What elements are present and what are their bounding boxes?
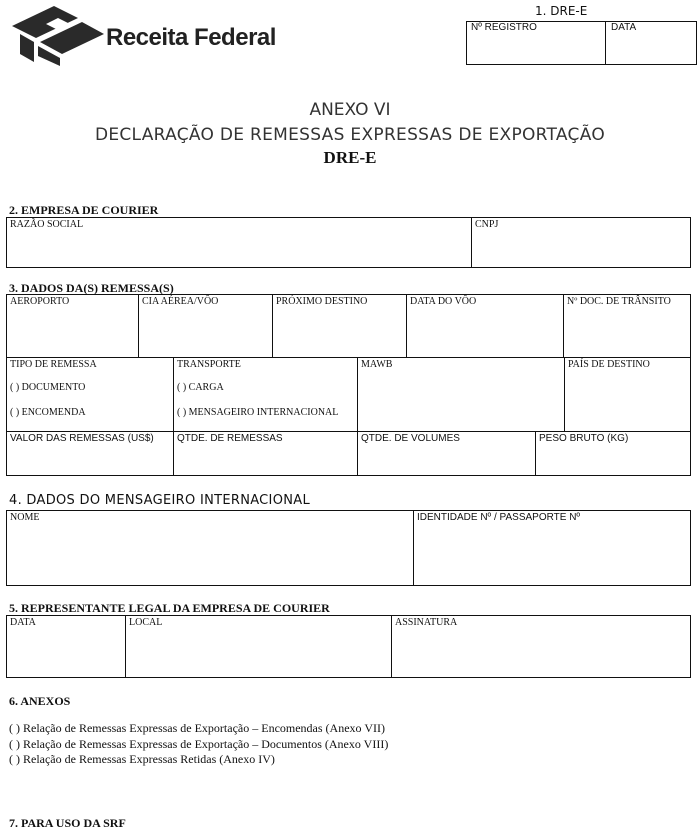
razao-social-label: RAZÃO SOCIAL [10,219,84,230]
valor-remessas-field[interactable] [7,431,173,475]
section-3-heading: 3. DADOS DA(S) REMESSA(S) [9,281,174,295]
cnpj-field[interactable] [472,218,690,267]
section-4-heading: 4. DADOS DO MENSAGEIRO INTERNACIONAL [9,493,310,508]
peso-bruto-label: PESO BRUTO (KG) [539,433,629,444]
qtde-volumes-field[interactable] [357,431,535,475]
anexo-item-documentos[interactable]: ( ) Relação de Remessas Expressas de Exportação – Documentos (Anexo VIII) [9,737,389,751]
mawb-field[interactable] [357,357,564,431]
anexo-item-retidas[interactable]: ( ) Relação de Remessas Expressas Retidas (Anexo IV) [9,752,275,766]
data-voo-field[interactable] [407,295,564,357]
title-dre-e: DRE-E [323,148,377,167]
rep-assinatura-label: ASSINATURA [395,617,458,628]
nome-field[interactable] [7,511,414,585]
section-4-box [6,510,691,586]
rep-local-label: LOCAL [129,617,163,628]
qtde-volumes-label: QTDE. DE VOLUMES [361,433,460,444]
section-7-heading: 7. PARA USO DA SRF [9,816,126,830]
option-carga[interactable]: ( ) CARGA [177,382,224,393]
qtde-remessas-label: QTDE. DE REMESSAS [177,433,283,444]
option-documento[interactable]: ( ) DOCUMENTO [10,382,86,393]
registro-field[interactable] [467,21,606,65]
rep-data-label: DATA [10,617,36,628]
peso-bruto-field[interactable] [535,431,690,475]
doc-transito-label: Nº DOC. DE TRÂNSITO [567,296,671,307]
section-6-heading: 6. ANEXOS [9,694,71,708]
valor-remessas-label: VALOR DAS REMESSAS (US$) [10,433,154,444]
option-encomenda[interactable]: ( ) ENCOMENDA [10,407,86,418]
section-2-box [6,217,691,268]
doc-transito-field[interactable] [564,295,690,357]
rep-data-field[interactable] [7,616,126,677]
pais-destino-field[interactable] [564,357,690,431]
cia-aerea-field[interactable] [139,295,273,357]
title-declaracao: DECLARAÇÃO DE REMESSAS EXPRESSAS DE EXPORTAÇÃO [94,125,606,145]
tipo-remessa-field [7,357,173,431]
pais-destino-label: PAÍS DE DESTINO [568,359,650,370]
title-anexo: ANEXO VI [309,100,391,120]
transporte-label: TRANSPORTE [177,359,241,370]
razao-social-field[interactable] [7,218,472,267]
identidade-label: IDENTIDADE Nº / PASSAPORTE Nº [417,512,581,523]
data-label: DATA [611,22,637,33]
form-code: 1. DRE-E [535,4,588,18]
registro-label: Nº REGISTRO [471,22,537,33]
data-field[interactable] [606,21,697,65]
anexo-item-encomendas[interactable]: ( ) Relação de Remessas Expressas de Exportação – Encomendas (Anexo VII) [9,721,385,735]
section-3-box [6,294,691,476]
cnpj-label: CNPJ [475,219,499,230]
registro-box [466,21,697,65]
proximo-destino-field[interactable] [273,295,407,357]
nome-label: NOME [10,512,40,523]
rep-local-field[interactable] [126,616,392,677]
mawb-label: MAWB [361,359,393,370]
identidade-field[interactable] [414,511,690,585]
option-mensageiro[interactable]: ( ) MENSAGEIRO INTERNACIONAL [177,407,339,418]
aeroporto-label: AEROPORTO [10,296,70,307]
qtde-remessas-field[interactable] [173,431,357,475]
section-5-box [6,615,691,678]
tipo-remessa-label: TIPO DE REMESSA [10,359,97,370]
rep-assinatura-field[interactable] [392,616,690,677]
section-5-heading: 5. REPRESENTANTE LEGAL DA EMPRESA DE COURIER [9,601,330,615]
transporte-field [173,357,357,431]
logo-text: Receita Federal [106,24,276,51]
proximo-destino-label: PRÓXIMO DESTINO [276,296,368,307]
cia-aerea-label: CIA AÉREA/VÔO [142,296,219,307]
section-2-heading: 2. EMPRESA DE COURIER [9,203,159,217]
receita-logo-icon [10,4,106,66]
aeroporto-field[interactable] [7,295,139,357]
data-voo-label: DATA DO VÔO [410,296,477,307]
receita-logo [10,4,290,66]
